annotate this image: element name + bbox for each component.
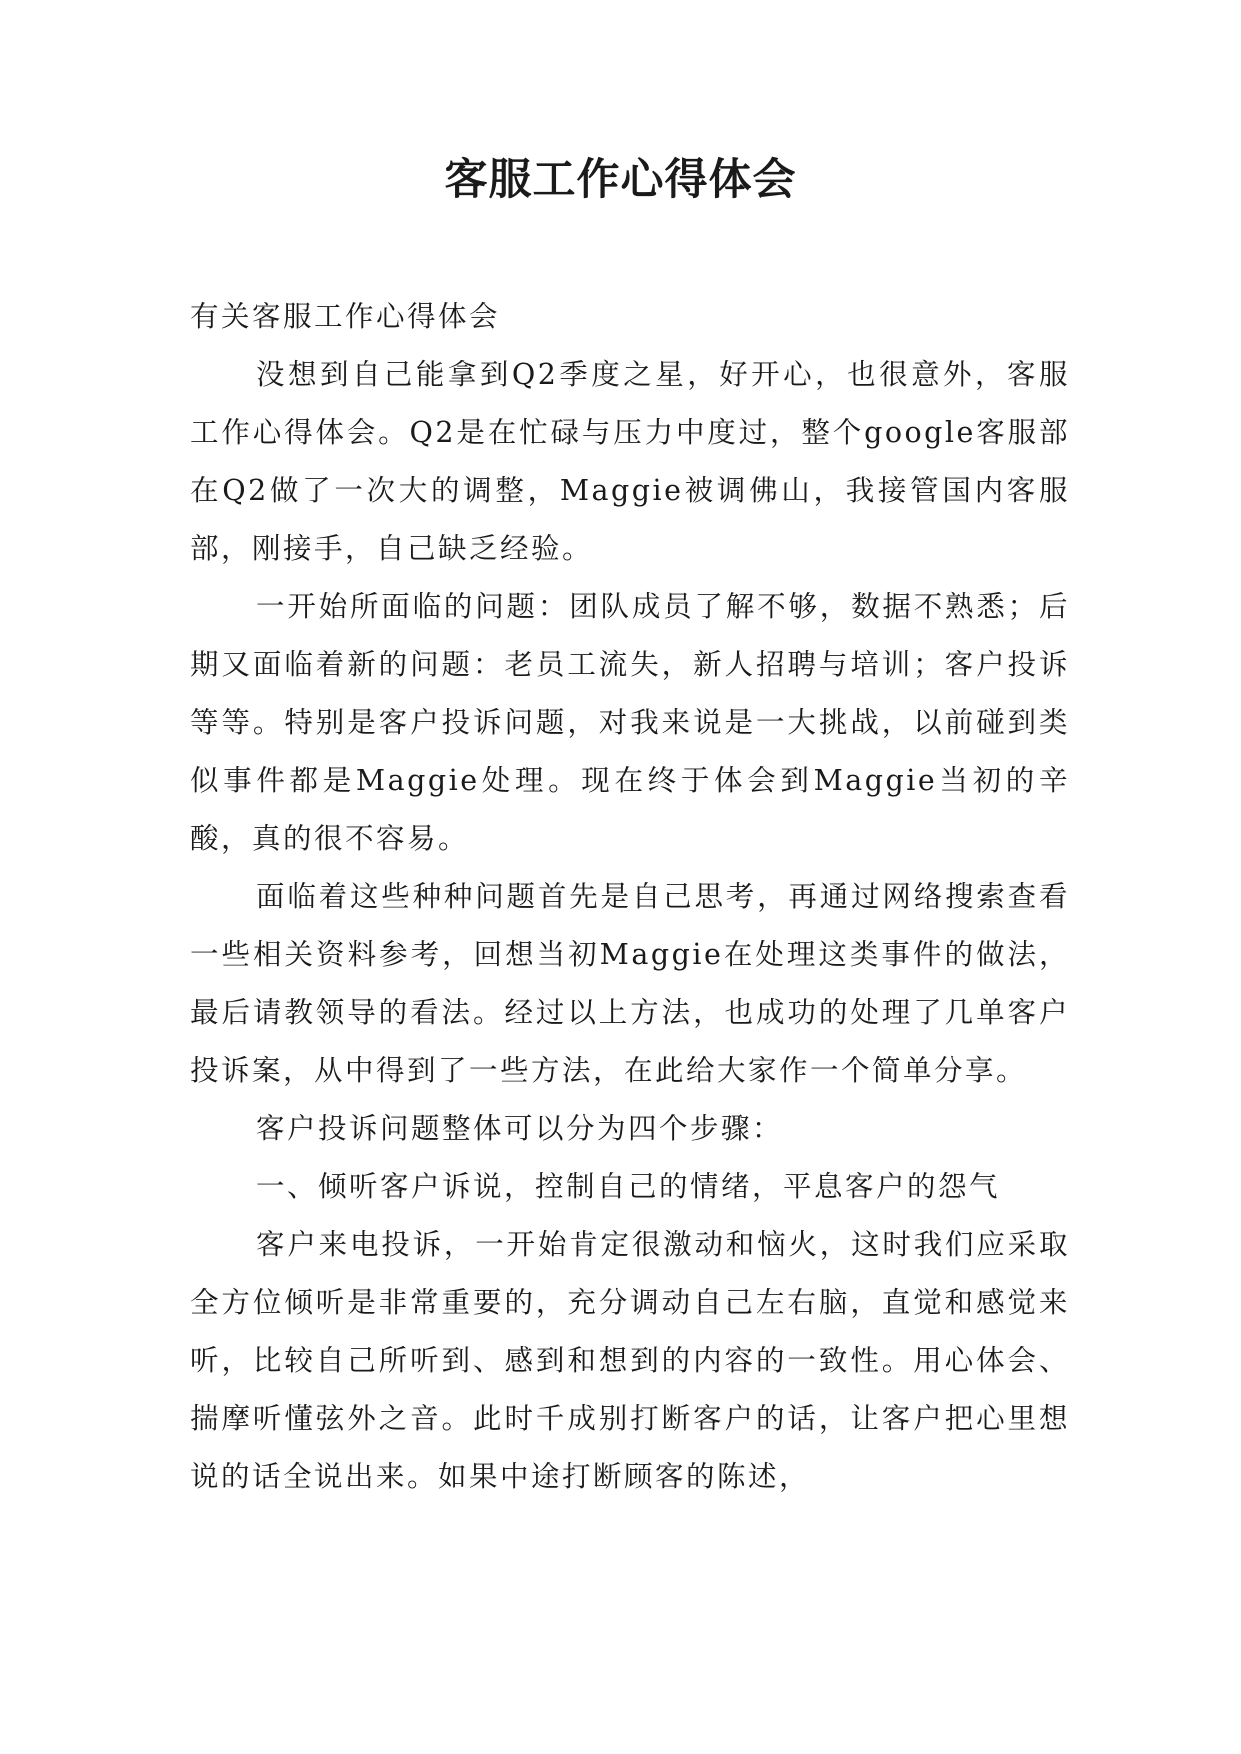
document-title: 客服工作心得体会 (444, 155, 797, 205)
paragraph-step-one-heading: 一、倾听客户诉说，控制自己的情绪，平息客户的怨气 (256, 1170, 1001, 1203)
paragraph-approach: 面临着这些种种问题首先是自己思考，再通过网络搜索查看一些相关资料参考，回想当初Maggie在处理这类事件的做法，最后请教领导的看法。经过以上方法，也成功的处理了几单客户投诉案，从中得到了一些方法，在此给大家作一个简单分享。 (190, 880, 1070, 1087)
paragraph-step-one-body: 客户来电投诉，一开始肯定很激动和恼火，这时我们应采取全方位倾听是非常重要的，充分调动自己左右脑，直觉和感觉来听，比较自己所听到、感到和想到的内容的一致性。用心体会、揣摩听懂弦外之音。此时千成别打断客户的话，让客户把心里想说的话全说出来。如果中途打断顾客的陈述， (190, 1228, 1070, 1493)
paragraph-steps-intro: 客户投诉问题整体可以分为四个步骤： (256, 1112, 784, 1145)
paragraph-intro: 没想到自己能拿到Q2季度之星，好开心，也很意外，客服工作心得体会。Q2是在忙碌与压力中度过，整个google客服部在Q2做了一次大的调整，Maggie被调佛山，我接管国内客服部，刚接手，自己缺乏经验。 (190, 358, 1070, 565)
paragraph-problems: 一开始所面临的问题：团队成员了解不够，数据不熟悉；后期又面临着新的问题：老员工流失，新人招聘与培训；客户投诉等等。特别是客户投诉问题，对我来说是一大挑战，以前碰到类似事件都是Maggie处理。现在终于体会到Maggie当初的辛酸，真的很不容易。 (190, 590, 1070, 855)
document-body (190, 288, 1070, 1506)
paragraph-subtitle: 有关客服工作心得体会 (190, 300, 501, 333)
